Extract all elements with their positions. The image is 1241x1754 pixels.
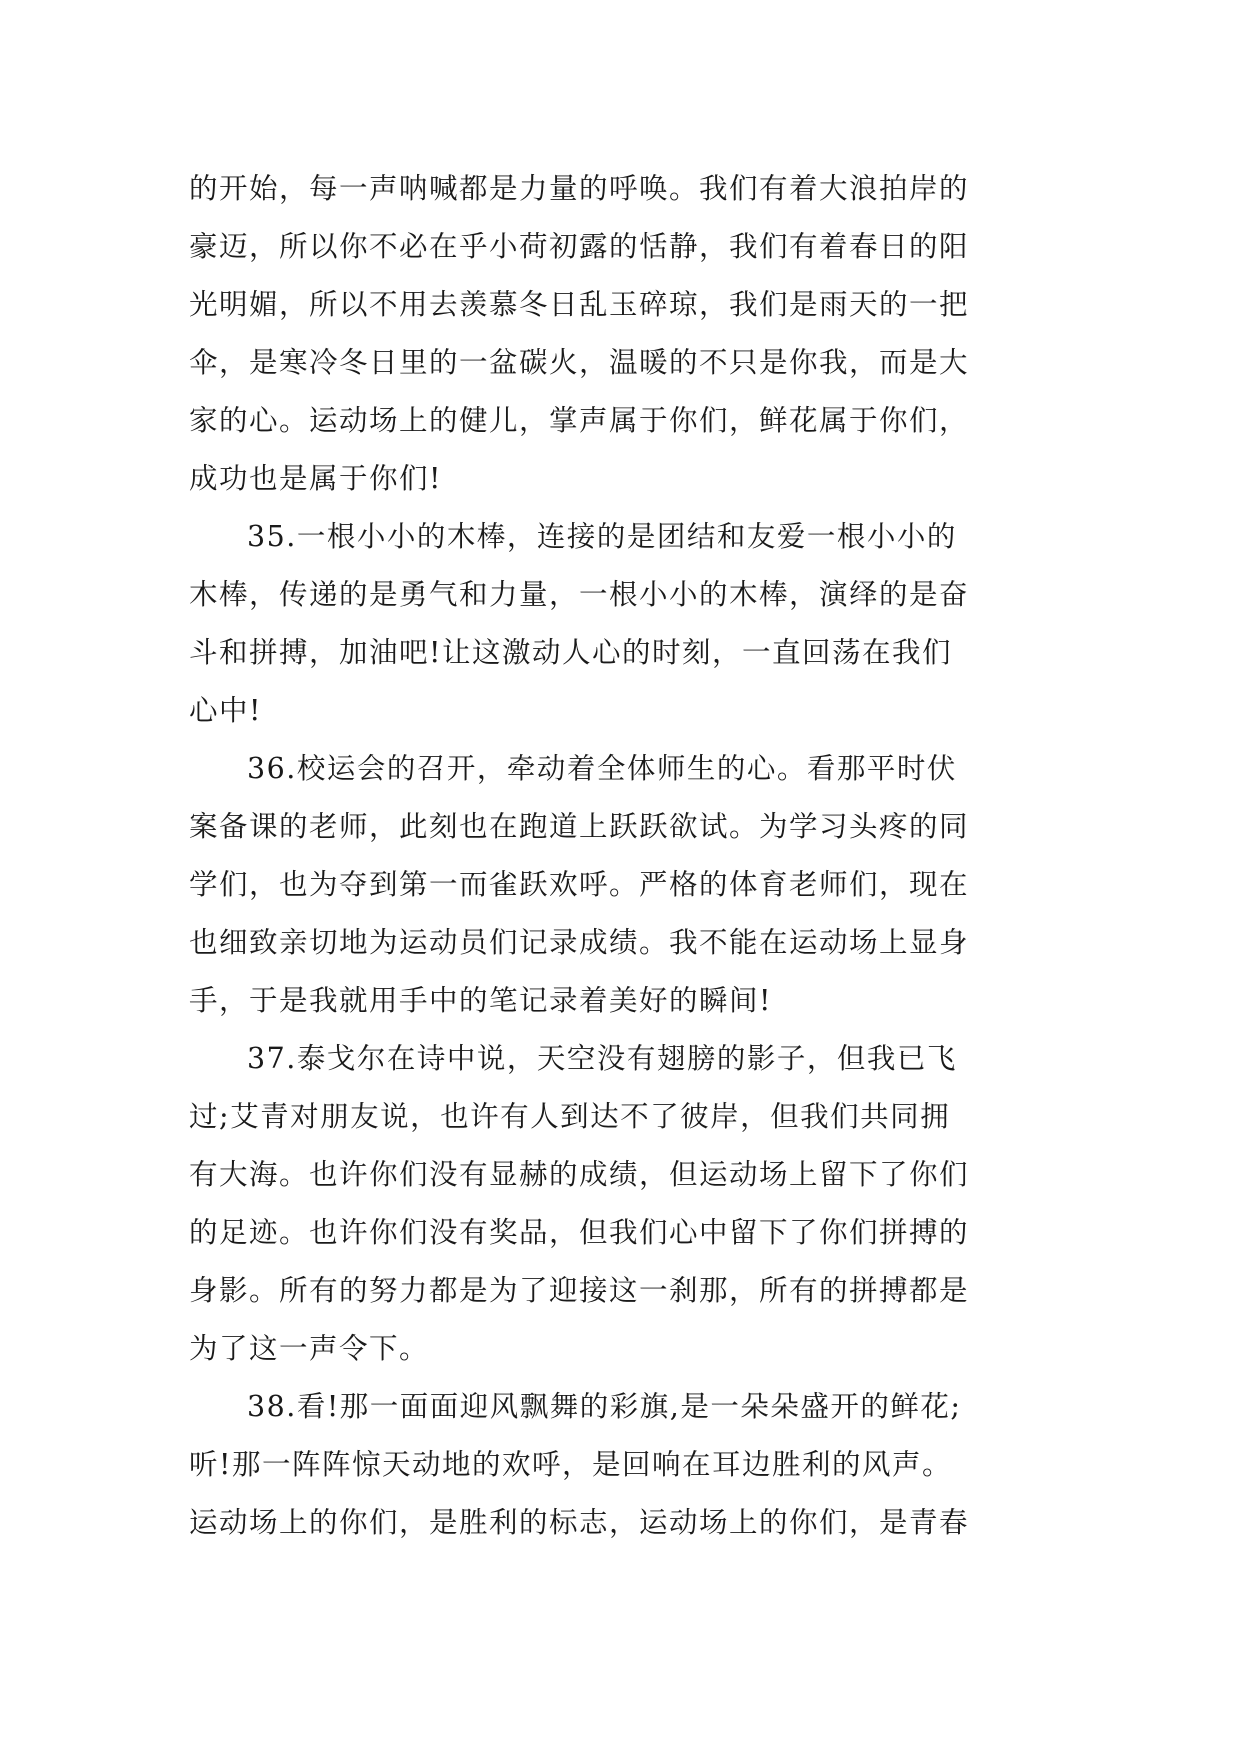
text-line: 身影。所有的努力都是为了迎接这一刹那，所有的拼搏都是: [189, 1274, 970, 1307]
text-line: 学们，也为夺到第一而雀跃欢呼。严格的体育老师们，现在: [189, 868, 970, 901]
text-line: 斗和拼搏，加油吧!让这激动人心的时刻，一直回荡在我们: [189, 636, 952, 669]
text-line: 案备课的老师，此刻也在跑道上跃跃欲试。为学习头疼的同: [189, 810, 970, 843]
paragraph-start-37: 37.泰戈尔在诗中说，天空没有翅膀的影子，但我已飞: [247, 1042, 957, 1075]
text-line: 家的心。运动场上的健儿，掌声属于你们，鲜花属于你们，: [189, 404, 970, 437]
text-line: 木棒，传递的是勇气和力量，一根小小的木棒，演绎的是奋: [189, 578, 970, 611]
text-line: 听!那一阵阵惊天动地的欢呼，是回响在耳边胜利的风声。: [189, 1448, 952, 1481]
text-line: 的开始，每一声呐喊都是力量的呼唤。我们有着大浪拍岸的: [189, 172, 970, 205]
text-line: 有大海。也许你们没有显赫的成绩，但运动场上留下了你们: [189, 1158, 970, 1191]
text-line: 的足迹。也许你们没有奖品，但我们心中留下了你们拼搏的: [189, 1216, 970, 1249]
text-line: 为了这一声令下。: [189, 1332, 430, 1365]
paragraph-start-38: 38.看!那一面面迎风飘舞的彩旗,是一朵朵盛开的鲜花;: [247, 1390, 962, 1423]
text-line: 过;艾青对朋友说，也许有人到达不了彼岸，但我们共同拥: [189, 1100, 951, 1133]
text-line: 运动场上的你们，是胜利的标志，运动场上的你们，是青春: [189, 1506, 970, 1539]
document-body: [189, 160, 1059, 1552]
text-line: 也细致亲切地为运动员们记录成绩。我不能在运动场上显身: [189, 926, 970, 959]
text-line: 手，于是我就用手中的笔记录着美好的瞬间!: [189, 984, 772, 1017]
paragraph-start-36: 36.校运会的召开，牵动着全体师生的心。看那平时伏: [247, 752, 957, 785]
text-line: 伞，是寒冷冬日里的一盆碳火，温暖的不只是你我，而是大: [189, 346, 970, 379]
text-line: 成功也是属于你们!: [189, 462, 442, 495]
text-line: 心中!: [189, 694, 262, 727]
paragraph-start-35: 35.一根小小的木棒，连接的是团结和友爱一根小小的: [247, 520, 957, 553]
text-line: 豪迈，所以你不必在乎小荷初露的恬静，我们有着春日的阳: [189, 230, 970, 263]
text-line: 光明媚，所以不用去羡慕冬日乱玉碎琼，我们是雨天的一把: [189, 288, 970, 321]
